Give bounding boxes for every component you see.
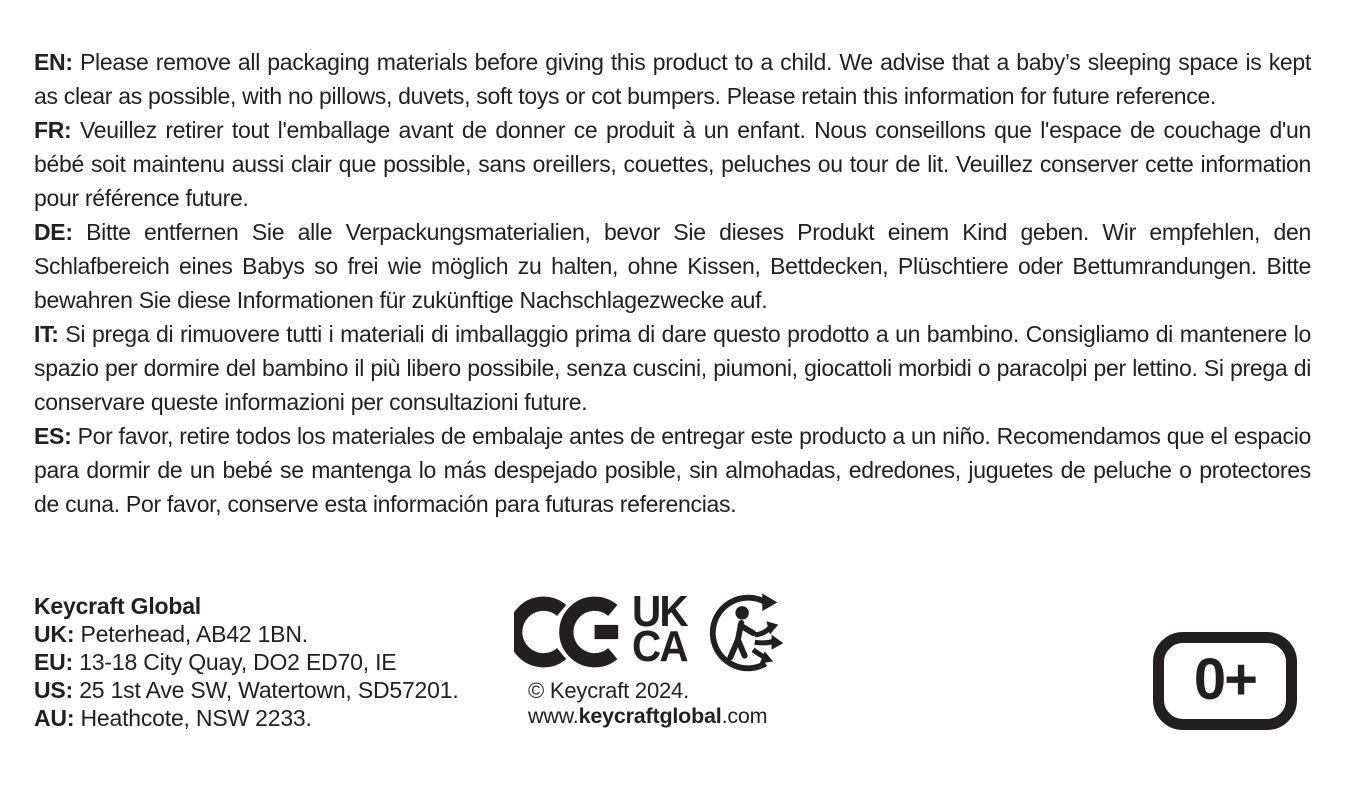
notice-text-es: Por favor, retire todos los materiales de embalaje antes de entregar este producto a un niño. Recomendamos que el espacio para dormir de un bebé se mantenga lo más despejado posible, sin almohadas, edredones, juguetes de peluche o protectores de cuna. Por favor, conserve esta información para futuras referencias. — [34, 423, 1311, 517]
safety-notice-block — [34, 45, 1311, 521]
language-code-it: IT: — [34, 321, 59, 347]
company-info-block — [34, 592, 459, 732]
address-line-uk — [34, 620, 459, 648]
address-code-eu: EU: — [34, 649, 74, 675]
website-suffix: .com — [721, 704, 768, 728]
language-code-de: DE: — [34, 219, 73, 245]
notice-paragraph-fr — [34, 113, 1311, 215]
address-text-eu: 13-18 City Quay, DO2 ED70, IE — [79, 649, 397, 675]
notice-paragraph-de — [34, 215, 1311, 317]
language-code-es: ES: — [34, 423, 72, 449]
website-domain: keycraftglobal — [578, 704, 722, 728]
language-code-fr: FR: — [34, 117, 72, 143]
notice-text-fr: Veuillez retirer tout l'emballage avant de donner ce produit à un enfant. Nous conseillons que l'espace de couchage d'un bébé soit maintenu aussi clair que possible, sans oreillers, couettes, peluches ou tour de lit. Veuillez conserver cette information pour référence future. — [34, 117, 1312, 211]
company-name: Keycraft Global — [34, 593, 201, 619]
address-line-au — [34, 704, 459, 732]
address-text-au: Heathcote, NSW 2233. — [80, 705, 312, 731]
address-text-us: 25 1st Ave SW, Watertown, SD57201. — [79, 677, 459, 703]
age-grade-text: 0+ — [1193, 646, 1257, 712]
address-line-us — [34, 676, 459, 704]
notice-paragraph-en — [34, 45, 1311, 113]
address-text-uk: Peterhead, AB42 1BN. — [80, 621, 308, 647]
notice-paragraph-it — [34, 317, 1311, 419]
address-code-uk: UK: — [34, 621, 75, 647]
ce-mark-icon — [514, 596, 630, 673]
address-code-au: AU: — [34, 705, 75, 731]
ukca-top-text: UK — [632, 587, 687, 636]
notice-text-it: Si prega di rimuovere tutti i materiali di imballaggio prima di dare questo prodotto a un bambino. Consigliamo di mantenere lo spazio per dormire del bambino il più libero possibile, senza cuscini, piumoni, giocattoli morbidi o paracolpi per lettino. Si prega di conservare queste informazioni per consultazioni future. — [34, 321, 1311, 415]
website-prefix: www. — [528, 704, 579, 728]
notice-text-de: Bitte entfernen Sie alle Verpackungsmaterialien, bevor Sie dieses Produkt einem Kind geben. Wir empfehlen, den Schlafbereich eines Babys so frei wie möglich zu halten, ohne Kissen, Bettdecken, Plüschtiere oder Bettumrandungen. Bitte bewahren Sie diese Informationen für zukünftige Nachschlagezwecke auf. — [34, 219, 1311, 313]
language-code-en: EN: — [34, 49, 73, 75]
address-code-us: US: — [34, 677, 74, 703]
notice-text-en: Please remove all packaging materials before giving this product to a child. We advise that a baby’s sleeping space is kept as clear as possible, with no pillows, duvets, soft toys or cot bumpers. Please retain this information for future reference. — [34, 49, 1311, 109]
ukca-mark — [632, 587, 687, 671]
triman-recycling-icon — [706, 591, 790, 680]
copyright-text: © Keycraft 2024. — [528, 678, 689, 703]
website-url — [528, 704, 767, 729]
ukca-bottom-text: CA — [632, 622, 687, 671]
address-line-eu — [34, 648, 459, 676]
age-grade-badge — [1153, 632, 1297, 730]
notice-paragraph-es — [34, 419, 1311, 521]
